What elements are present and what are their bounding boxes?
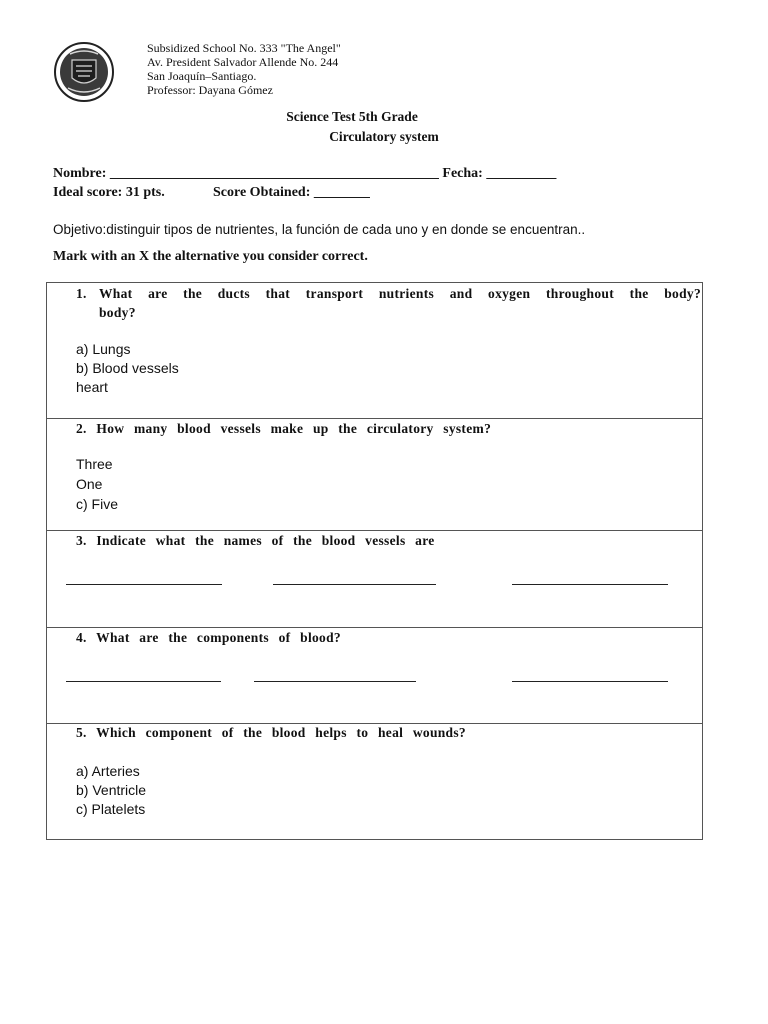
q5-option-c[interactable]: c) Platelets: [76, 801, 146, 817]
question-1: [76, 284, 701, 322]
q4-answer-line-1[interactable]: [66, 681, 221, 682]
question-1-cell: [47, 283, 702, 419]
school-address: Av. President Salvador Allende No. 244: [147, 55, 339, 69]
question-4-text: What are the components of blood?: [96, 630, 341, 645]
q3-answer-line-3[interactable]: [512, 584, 668, 585]
school-name: Subsidized School No. 333 "The Angel": [147, 41, 341, 55]
questions-table: [46, 282, 703, 840]
q4-answer-line-3[interactable]: [512, 681, 668, 682]
objective-text: Objetivo:distinguir tipos de nutrientes, la función de cada uno y en donde se encuentran..: [53, 222, 586, 237]
question-3-text: Indicate what the names of the blood vessels are: [96, 533, 435, 548]
q1-option-a[interactable]: a) Lungs: [76, 341, 131, 357]
question-5-text: Which component of the blood helps to heal wounds?: [96, 725, 466, 740]
question-1-text: What are the ducts that transport nutrients and oxygen throughout the body?: [99, 286, 701, 301]
q4-answer-line-2[interactable]: [254, 681, 416, 682]
name-date-field[interactable]: Nombre: _______________________________________________ Fecha: __________: [53, 166, 557, 181]
question-5: [76, 725, 466, 741]
question-2-cell: [47, 418, 702, 531]
q3-answer-line-1[interactable]: [66, 584, 222, 585]
q2-option-c[interactable]: c) Five: [76, 496, 118, 512]
question-5-cell: [47, 723, 702, 839]
instruction-text: Mark with an X the alternative you consider correct.: [53, 249, 368, 264]
question-1-text-continued: body?: [99, 305, 136, 320]
question-4-cell: [47, 627, 702, 724]
question-3: [76, 533, 435, 549]
question-5-number: 5.: [76, 725, 87, 740]
question-1-number: 1.: [76, 286, 87, 301]
score-obtained-field[interactable]: Score Obtained: ________: [213, 185, 370, 200]
question-4-number: 4.: [76, 630, 87, 645]
q2-option-a[interactable]: Three: [76, 456, 113, 472]
school-crest-icon: [54, 42, 114, 102]
ideal-score-label: Ideal score: 31 pts.: [53, 185, 165, 200]
q3-answer-line-2[interactable]: [273, 584, 436, 585]
school-professor: Professor: Dayana Gómez: [147, 83, 273, 97]
school-info: [147, 41, 341, 97]
q1-option-b[interactable]: b) Blood vessels: [76, 360, 179, 376]
q5-option-a[interactable]: a) Arteries: [76, 763, 140, 779]
question-4: [76, 630, 341, 646]
test-title: Science Test 5th Grade: [286, 109, 418, 124]
question-2: [76, 421, 491, 437]
question-2-number: 2.: [76, 421, 87, 436]
q1-option-c[interactable]: heart: [76, 379, 108, 395]
question-3-cell: [47, 530, 702, 628]
q5-option-b[interactable]: b) Ventricle: [76, 782, 147, 798]
question-3-number: 3.: [76, 533, 87, 548]
school-city: San Joaquín–Santiago.: [147, 69, 257, 83]
question-2-text: How many blood vessels make up the circulatory system?: [96, 421, 492, 436]
test-subtitle: Circulatory system: [329, 129, 439, 144]
q2-option-b[interactable]: One: [76, 476, 103, 492]
